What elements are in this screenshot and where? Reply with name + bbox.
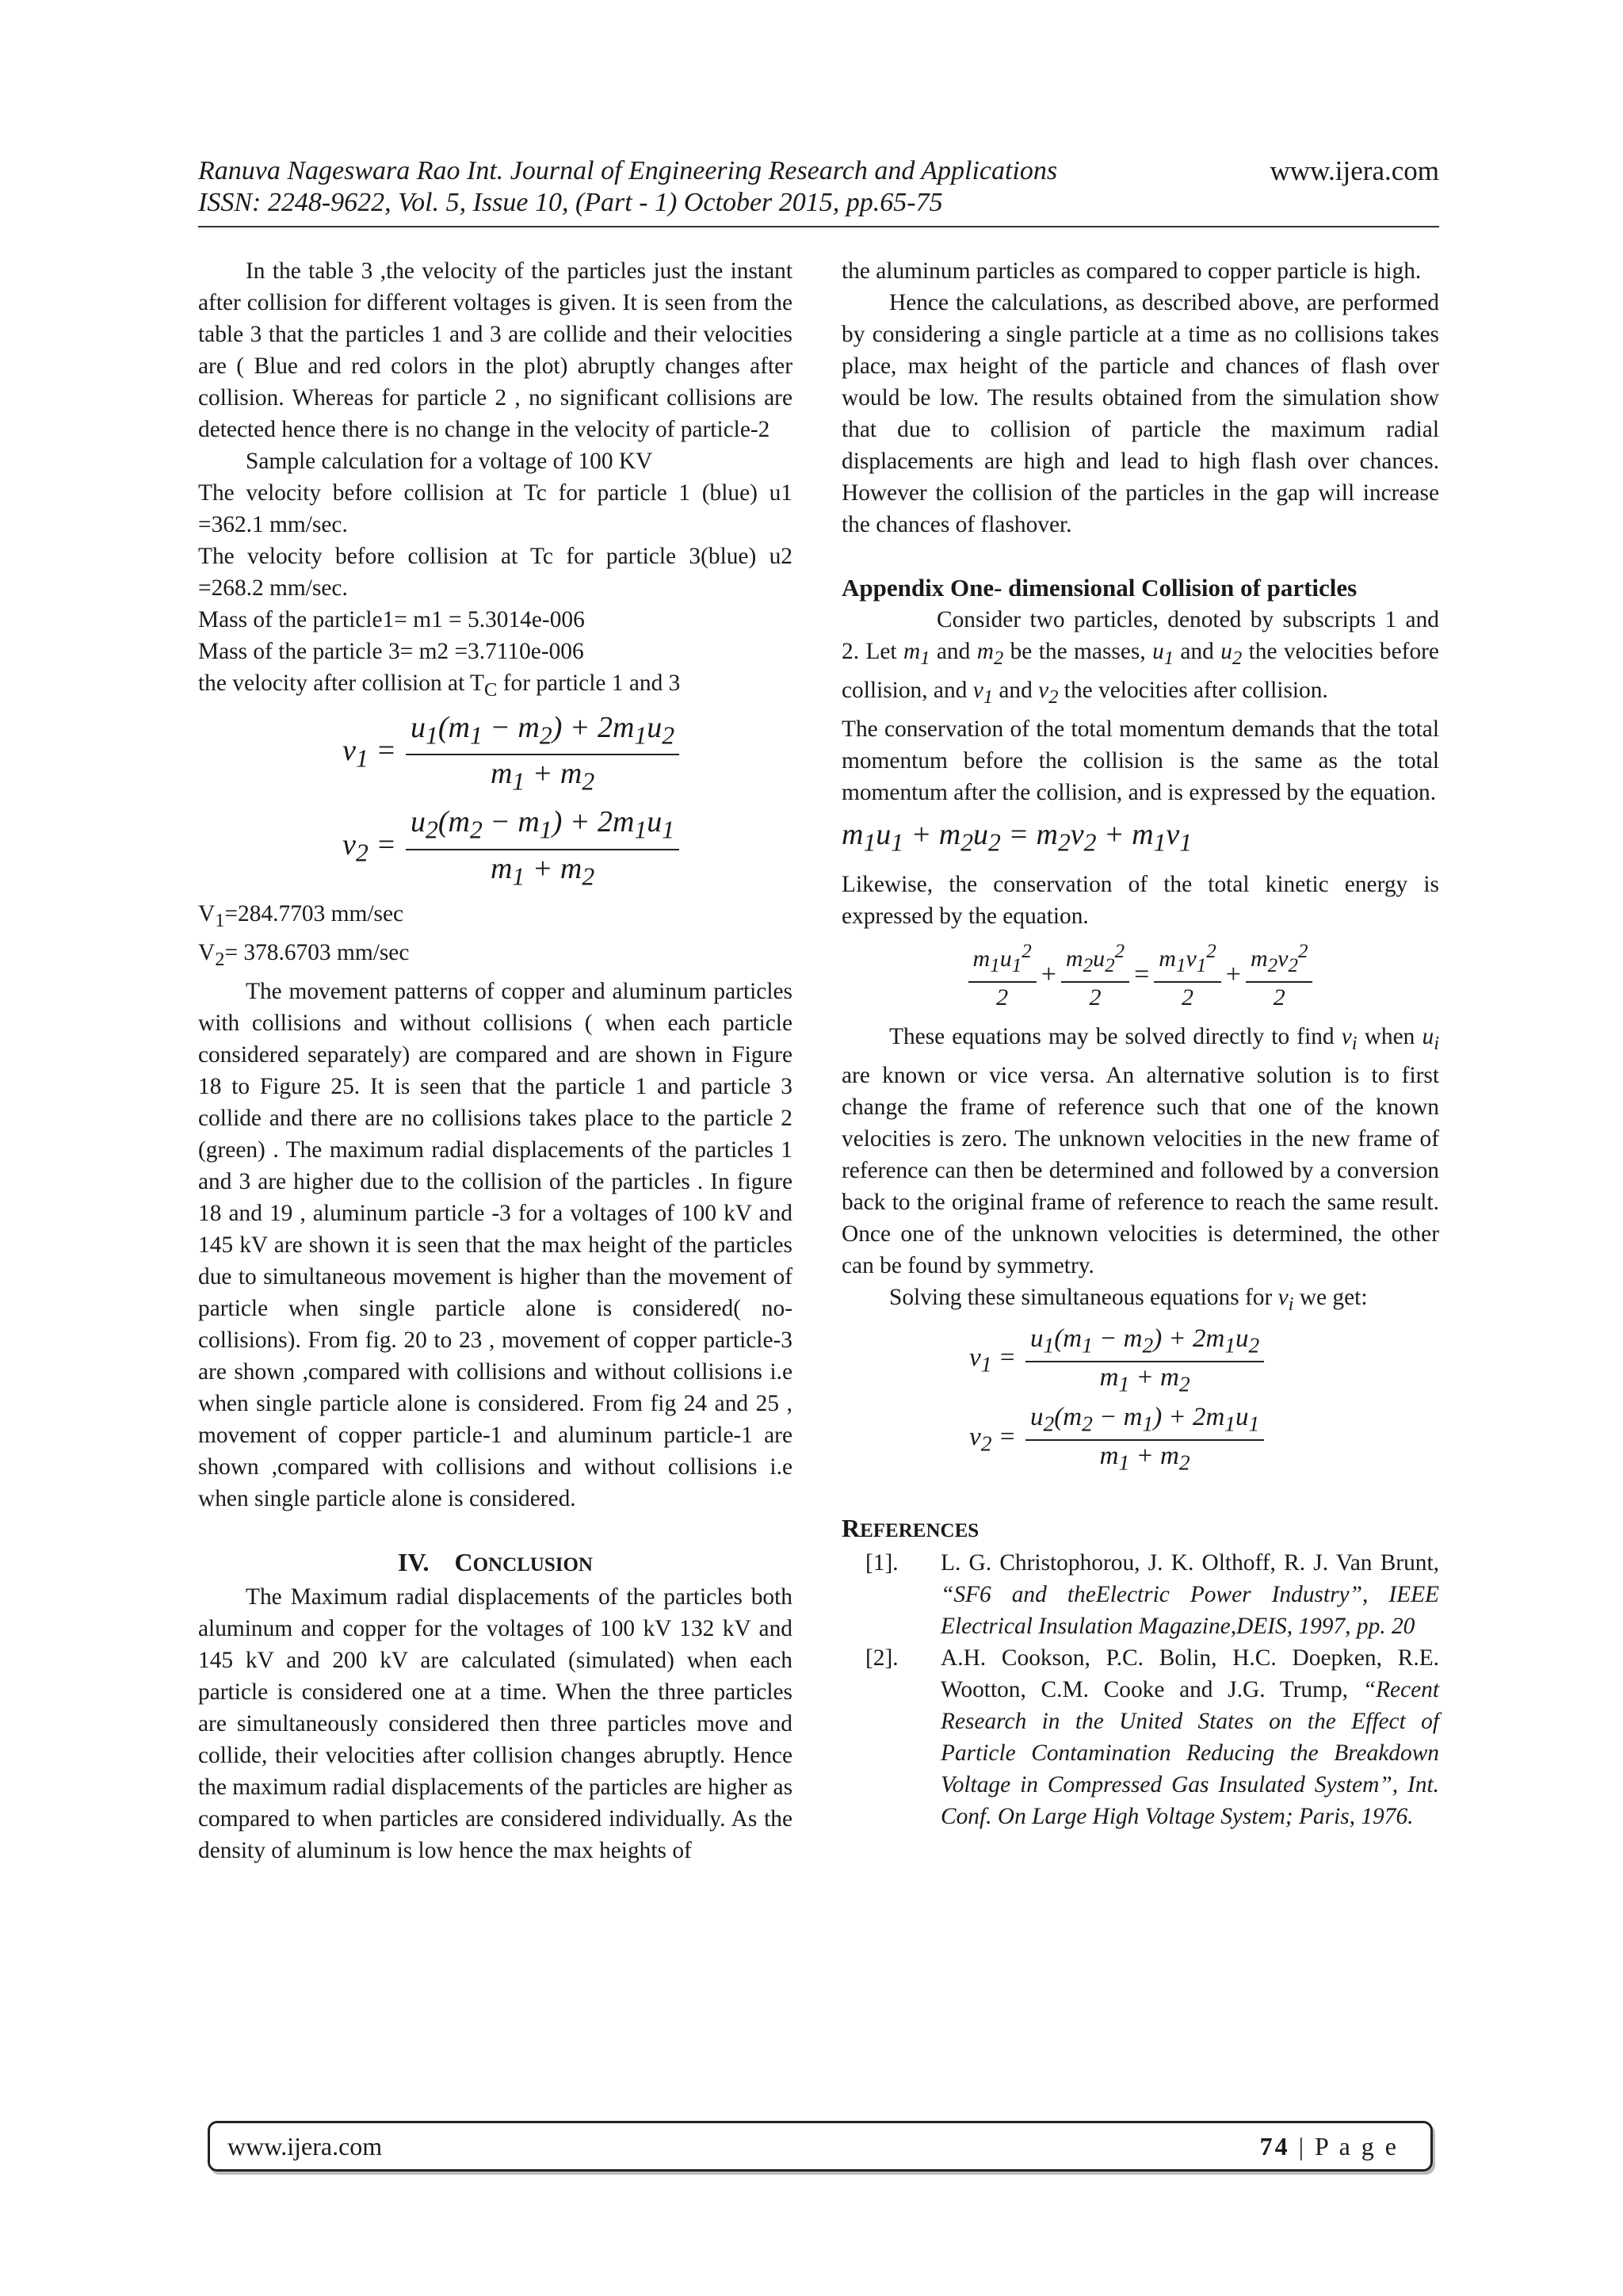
paragraph: Sample calculation for a voltage of 100 KV: [246, 449, 653, 474]
appendix-heading: Appendix One- dimensional Collision of particles: [842, 574, 1358, 602]
paragraph: Hence the calculations, as described above, are performed by considering a single particle at a time as no collisions takes place, max height of the particle and chances of flash over would be low. The results obtained from the simulation show that due to collision of particle the maximum radial displacements are high and lead to high flash over chances. However the collision of the particles in the gap will increase the chances of flashover.: [842, 290, 1439, 537]
result-v2: $V_2= 378.6703$ mm/sec: [198, 940, 410, 970]
paragraph: Mass of the particle1= m1 = 5.3014e-006: [198, 607, 585, 632]
paragraph: the aluminum particles as compared to copper particle is high.: [842, 258, 1422, 284]
equation-solution-v1: $v_1$ = $\frac{u_1(m_1 - m_2) + 2m_1u_2}{m_1 + m_2}$: [953, 1324, 1439, 1399]
paragraph: The Maximum radial displacements of the particles both aluminum and copper for the voltages of 100 kV 132 kV and 145 kV and 200 kV are calculated (simulated) when each particle is considered one at a time. When the three particles are simultaneously considered then three particles move and collide, their velocities after collision changes abruptly. Hence the maximum radial displacements of the particles are higher as compared to when particles are considered individually. As the density of aluminum is low hence the max heights of: [198, 1584, 793, 1863]
journal-website[interactable]: www.ijera.com: [1270, 155, 1439, 186]
equation-v2: $v_2$ = $\frac{u_2(m_2 - m_1) + 2m_1u_1}{m_1 + m_2}$: [333, 804, 792, 895]
paragraph: Mass of the particle 3= m2 =3.7110e-006: [198, 639, 584, 664]
left-column: [198, 255, 792, 1866]
paragraph: Solving these simultaneous equations for $v_i$ we get:: [889, 1285, 1368, 1316]
equation-solution-v2: $v_2$ = $\frac{u_2(m_2 - m_1) + 2m_1u_1}{m_1 + m_2}$: [953, 1402, 1439, 1477]
right-column: [842, 255, 1439, 1832]
paragraph: the velocity after collision at $T_C$ for particle 1 and 3: [198, 670, 681, 701]
paragraph: The velocity before collision at Tc for particle 1 (blue) u1 =362.1 mm/sec.: [198, 480, 792, 537]
journal-issn: ISSN: 2248-9622, Vol. 5, Issue 10, (Part - 1) October 2015, pp.65-75: [198, 188, 943, 217]
journal-title: Ranuva Nageswara Rao Int. Journal of Engineering Research and Applications www.ijera.com: [198, 155, 1439, 186]
result-v1: $V_1=284.7703$ mm/sec: [198, 901, 404, 932]
paragraph: The conservation of the total momentum demands that the total momentum before the collision is the same as the total momentum after the collision, and is expressed by the equation.: [842, 716, 1439, 805]
paragraph: Consider two particles, denoted by subscripts 1 and 2. Let $m_1$ and $m_2$ be the masses, $u_1$ and $u_2$ the velocities before collision, and $v_1$ and $v_2$ the velocities after collision.: [842, 607, 1439, 708]
references-heading: REFERENCES: [842, 1514, 980, 1543]
paragraph: The velocity before collision at Tc for particle 3(blue) u2 =268.2 mm/sec.: [198, 544, 792, 601]
page-header: [198, 155, 1439, 219]
footer-website[interactable]: www.ijera.com: [227, 2131, 383, 2160]
reference-item: [1]. L. G. Christophorou, J. K. Olthoff, R. J. Van Brunt, “SF6 and theElectric Power Industry”, IEEE Electrical Insulation Magazine,DEIS, 1997, pp. 20: [865, 1550, 1439, 1640]
page-number: 74 | P a g e: [1259, 2131, 1399, 2160]
page-footer: [208, 2121, 1433, 2172]
paragraph: These equations may be solved directly to find $v_i$ when $u_i$ are known or vice versa. An alternative solution is to first change the frame of reference such that one of the known velocities is zero. The unknown velocities in the new frame of reference can then be determined and followed by a conversion back to the original frame of reference to reach the same result. Once one of the unknown velocities is determined, the other can be found by symmetry.: [842, 1024, 1439, 1279]
paragraph: Likewise, the conservation of the total kinetic energy is expressed by the equation.: [842, 872, 1439, 930]
header-divider: [198, 226, 1439, 227]
paragraph: In the table 3 ,the velocity of the particles just the instant after collision for different voltages is given. It is seen from the table 3 that the particles 1 and 3 are collide and their velocities are ( Blue and red colors in the plot) abruptly changes after collision. Whereas for particle 2 , no significant collisions are detected hence there is no change in the velocity of particle-2: [198, 258, 792, 442]
equation-kinetic-energy: $\frac{m_1u_1^2}{2}$ + $\frac{m_2u_2^2}{2}$ = $\frac{m_1v_1^2}{2}$ + $\frac{m_2v_2^2}{2}$: [842, 937, 1439, 1013]
section-heading: IV. CONCLUSION: [398, 1548, 593, 1576]
equation-momentum: $m_1u_1 + m_2u_2 = m_2v_2 + m_1v_1$: [842, 817, 1193, 857]
equation-v1: $v_1$ = $\frac{u_1(m_1 - m_2) + 2m_1u_2}{m_1 + m_2}$: [333, 709, 792, 800]
reference-item: [2]. A.H. Cookson, P.C. Bolin, H.C. Doepken, R.E. Wootton, C.M. Cooke and J.G. Trump, “Recent Research in the United States on the Effect of Particle Contamination Reducing the Breakdown Voltage in Compressed Gas Insulated System”, Int. Conf. On Large High Voltage System; Paris, 1976.: [865, 1645, 1439, 1830]
paragraph: The movement patterns of copper and aluminum particles with collisions and without collisions ( when each particle considered separately) are compared and are shown in Figure 18 to Figure 25. It is seen that the particle 1 and particle 3 collide and there are no collisions takes place to the particle 2 (green) . The maximum radial displacements of the particles 1 and 3 are higher due to the collision of the particles . In figure 18 and 19 , aluminum particle -3 for a voltages of 100 kV and 145 kV are shown it is seen that the max height of the particles due to simultaneous movement is higher than the movement of particle when single particle alone is considered( no-collisions). From fig. 20 to 23 , movement of copper particle-3 are shown ,compared with collisions and without collisions i.e when single particle alone is considered. From fig 24 and 25 , movement of copper particle-1 and aluminum particle-1 are shown ,compared with collisions and without collisions i.e when single particle alone is considered.: [198, 979, 792, 1511]
